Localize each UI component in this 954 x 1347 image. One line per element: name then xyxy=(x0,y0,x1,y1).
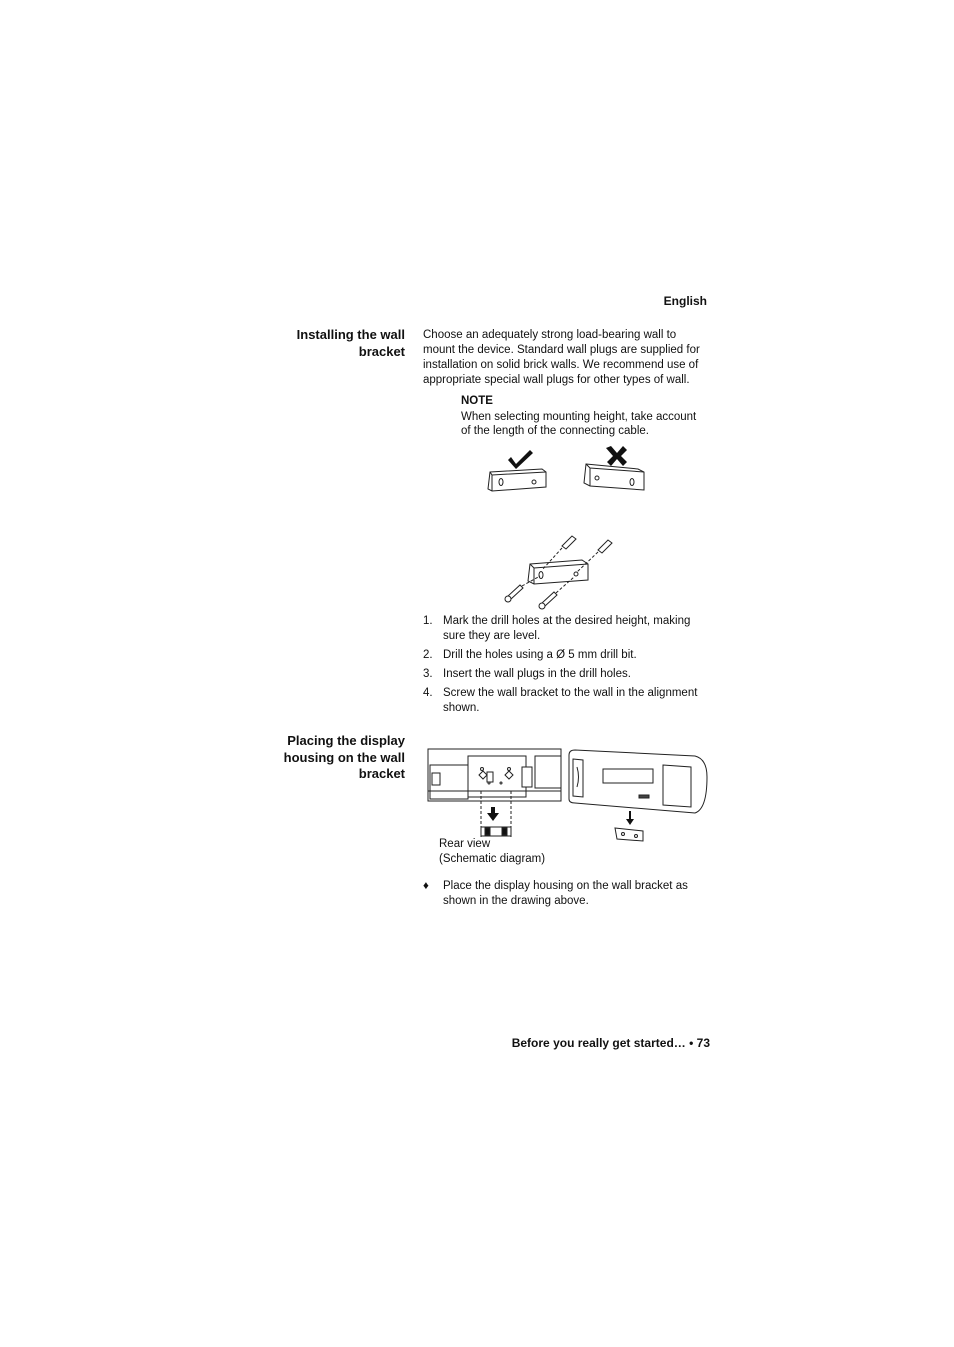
page-footer: Before you really get started… • 73 xyxy=(511,1036,710,1050)
rear-wall-bracket xyxy=(481,827,511,836)
cross-icon xyxy=(606,446,627,466)
correct-bracket xyxy=(488,469,546,491)
bracket-orientation-illustration xyxy=(484,444,664,499)
incorrect-bracket xyxy=(584,464,644,490)
arrow-down-icon xyxy=(487,807,499,821)
list-item: 2. Drill the holes using a Ø 5 mm drill bit. xyxy=(423,649,637,661)
screw-plug-illustration xyxy=(500,530,630,610)
figure-caption: Rear view (Schematic diagram) xyxy=(439,838,546,865)
installation-steps xyxy=(423,614,713,720)
display-housing-illustration xyxy=(427,747,717,842)
checkmark-icon xyxy=(508,450,533,469)
rear-view-housing xyxy=(428,749,561,801)
section-heading-installing: Installing the wall bracket xyxy=(296,327,405,359)
arrow-down-icon xyxy=(626,811,634,825)
list-item: 3. Insert the wall plugs in the drill holes. xyxy=(423,668,631,680)
bullet-icon: ♦ xyxy=(423,880,429,892)
intro-paragraph: Choose an adequately strong load-bearing wall to mount the device. Standard wall plugs are supplied for installation on solid brick walls. We recommend use of appropriate special wall plugs for other types of wall. xyxy=(423,329,700,386)
section-heading-placing: Placing the display housing on the wall bracket xyxy=(283,733,405,781)
bullet-instruction: ♦ Place the display housing on the wall bracket as shown in the drawing above. xyxy=(423,880,688,907)
list-item: 4. Screw the wall bracket to the wall in the alignment shown. xyxy=(423,687,698,714)
list-item: 1. Mark the drill holes at the desired height, making sure they are level. xyxy=(423,615,691,642)
note-title: NOTE xyxy=(461,395,493,407)
note-text: When selecting mounting height, take account of the length of the connecting cable. xyxy=(461,411,697,437)
front-view-housing xyxy=(569,750,707,813)
language-label: English xyxy=(663,294,707,308)
